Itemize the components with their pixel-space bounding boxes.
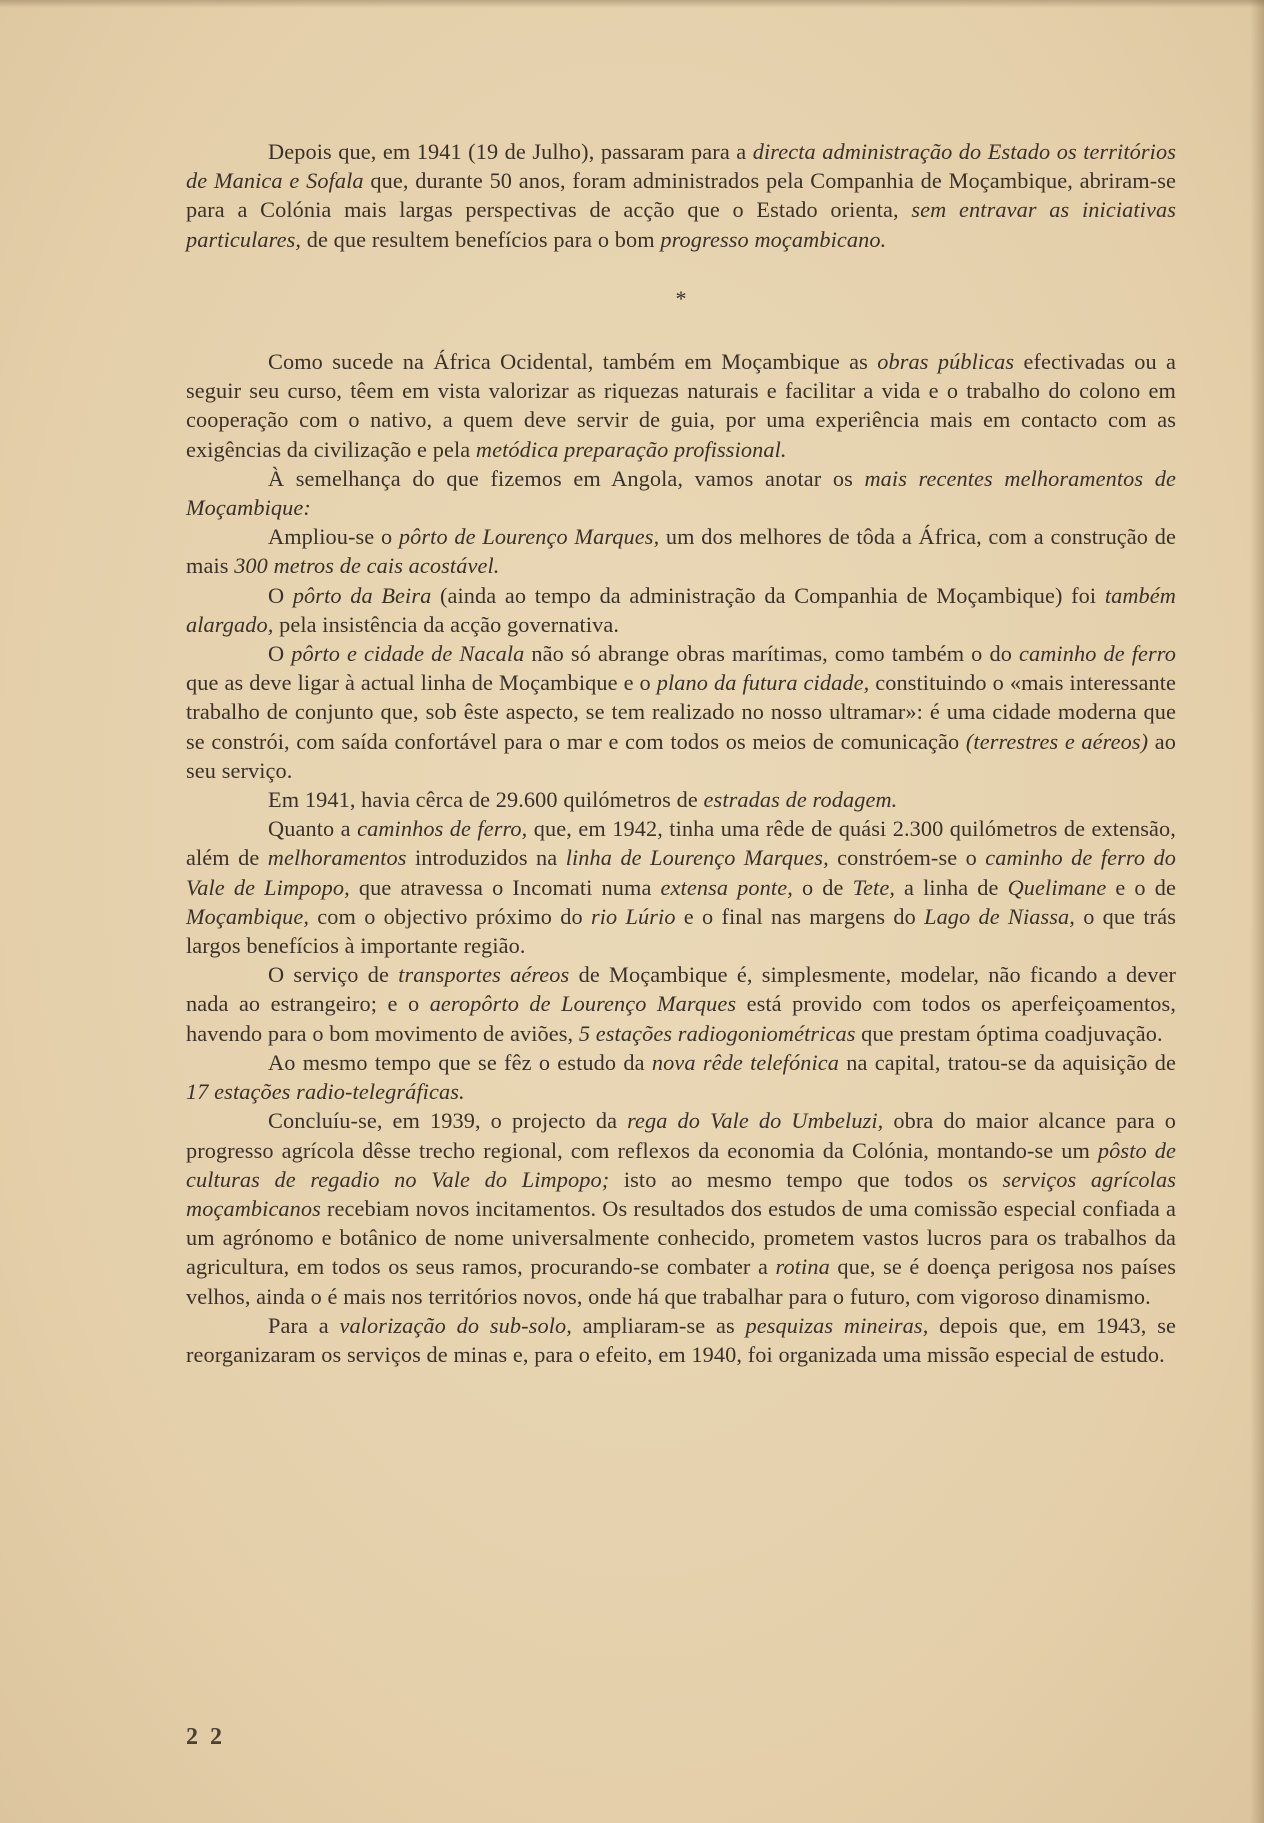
text-run: Para a	[268, 1312, 340, 1338]
paragraph	[186, 347, 1176, 464]
text-run: de Moçambique é, simplesmente, modelar, não ficando a dever nada ao estrangeiro; e o	[186, 962, 1176, 1017]
italic-phrase: 17 estações radio-telegráficas.	[186, 1079, 465, 1105]
text-run: e o final nas margens do	[675, 903, 925, 929]
paragraph	[186, 1048, 1176, 1106]
text-run: (ainda ao tempo da administração da Companhia de Moçambique) foi	[431, 582, 1105, 608]
italic-phrase: rotina	[775, 1254, 830, 1280]
text-run: O	[268, 641, 292, 667]
text-run: a linha de	[895, 874, 1008, 900]
text-run: À semelhança do que fizemos em Angola, vamos anotar os	[268, 465, 865, 491]
italic-phrase: caminho de ferro	[1018, 641, 1176, 667]
italic-phrase: pôsto de culturas de regadio no Vale do Limpopo;	[186, 1137, 1176, 1192]
italic-phrase: Moçambique,	[186, 903, 310, 929]
paragraph	[186, 137, 1176, 254]
text-run: obra do maior alcance para o progresso agrícola dêsse trecho regional, com reflexos da economia da Colónia, montando-se um	[186, 1108, 1176, 1163]
paragraph	[186, 1106, 1176, 1310]
text-run: o de	[792, 874, 853, 900]
text-run: com o objectivo próximo do	[309, 903, 591, 929]
text-run: Concluíu-se, em 1939, o projecto da	[268, 1108, 628, 1134]
italic-phrase: obras públicas	[877, 349, 1015, 375]
italic-phrase: caminho de ferro do Vale de Limpopo,	[186, 845, 1176, 900]
italic-phrase: melhoramentos	[267, 845, 407, 871]
italic-phrase: progresso moçambicano.	[660, 226, 887, 252]
italic-phrase: Tete,	[852, 874, 895, 900]
paragraph	[186, 785, 1176, 814]
italic-phrase: 300 metros de cais acostável.	[234, 553, 500, 579]
paragraph	[186, 639, 1176, 785]
italic-phrase: estradas de rodagem.	[703, 787, 898, 813]
text-run: que, em 1942, tinha uma rêde de quási 2.300 quilómetros de extensão, além de	[186, 816, 1176, 871]
italic-phrase: sem entravar as iniciativas particulares,	[186, 197, 1176, 252]
text-run: pela insistência da acção governativa.	[273, 611, 620, 637]
italic-phrase: Quelimane	[1007, 874, 1107, 900]
text-run: e o de	[1106, 874, 1176, 900]
italic-phrase: linha de Lourenço Marques,	[565, 845, 829, 871]
text-run: que, se é doença perigosa nos países velhos, ainda o é mais nos territórios novos, onde há que trabalhar para o futuro, com vigoroso dinamismo.	[186, 1254, 1177, 1309]
text-run: constituindo o «mais interessante trabalho de conjunto que, sob êste aspecto, se tem realizado no nosso ultramar»: é uma cidade moderna que se constrói, com saída confortável para o mar e com todos os meios de comunicação	[186, 670, 1176, 754]
text-run: que atravessa o Incomati numa	[349, 874, 661, 900]
text-run: O	[268, 582, 293, 608]
italic-phrase: metódica preparação profissional.	[475, 436, 787, 462]
page-number: 2 2	[186, 1724, 225, 1750]
text-run: está provido com todos os aperfeiçoamentos, havendo para o bom movimento de aviões,	[186, 991, 1176, 1046]
italic-phrase: mais recentes melhoramentos de Moçambique:	[186, 465, 1176, 521]
paragraph	[186, 960, 1176, 1048]
text-run: Ampliou-se o	[268, 524, 399, 550]
italic-phrase: caminhos de ferro,	[357, 816, 528, 842]
paragraph	[186, 581, 1176, 639]
text-run: constróem-se o	[828, 845, 986, 871]
paragraph	[186, 814, 1176, 960]
text-run: Quanto a	[268, 816, 358, 842]
text-run: que prestam óptima coadjuvação.	[855, 1020, 1163, 1046]
page-edge-shadow-top	[0, 0, 1264, 8]
text-run: o que trás largos benefícios à importante região.	[186, 903, 1176, 959]
body-text	[186, 137, 1176, 1369]
paragraph	[186, 464, 1176, 522]
text-run: de que resultem benefícios para o bom	[301, 226, 661, 252]
paragraph	[186, 1311, 1176, 1369]
text-run: que as deve ligar à actual linha de Moçambique e o	[186, 670, 657, 696]
text-run: introduzidos na	[406, 845, 566, 871]
text-run: Como sucede na África Ocidental, também em Moçambique as	[268, 349, 878, 375]
italic-phrase: rega do Vale do Umbeluzi,	[627, 1108, 884, 1134]
italic-phrase: plano da futura cidade,	[656, 670, 870, 696]
text-run: Ao mesmo tempo que se fêz o estudo da	[268, 1049, 652, 1075]
text-run: isto ao mesmo tempo que todos os	[609, 1166, 1003, 1192]
text-run: efectivadas ou a seguir seu curso, têem em vista valorizar as riquezas naturais e facilitar a vida e o trabalho do colono em cooperação com o nativo, a quem deve servir de guia, por uma experiência mais em contacto com as exigências da civilização e pela	[186, 349, 1176, 462]
page-edge-shadow-right	[1250, 0, 1264, 1823]
text-run: que, durante 50 anos, foram administrados pela Companhia de Moçambique, abriram-se para a Colónia mais largas perspectivas de acção que o Estado orienta,	[186, 168, 1176, 223]
italic-phrase: pesquizas mineiras,	[745, 1312, 929, 1338]
italic-phrase: também alargado,	[186, 582, 1177, 637]
italic-phrase: serviços agrícolas moçambicanos	[186, 1166, 1177, 1221]
italic-phrase: (terrestres e aéreos)	[965, 728, 1149, 754]
italic-phrase: transportes aéreos	[398, 962, 570, 988]
italic-phrase: rio Lúrio	[590, 903, 676, 929]
text-run: recebiam novos incitamentos. Os resultados dos estudos de uma comissão especial confiada a um agrónomo e botânico de nome universalmente conhecido, prometem vastos lucros para os trabalhos da agricultura, em todos os seus ramos, procurando-se combater a	[186, 1195, 1176, 1280]
italic-phrase: 5 estações radiogoniométricas	[578, 1020, 856, 1046]
italic-phrase: nova rêde telefónica	[651, 1049, 840, 1075]
italic-phrase: pôrto da Beira	[292, 582, 432, 608]
italic-phrase: extensa ponte,	[660, 874, 793, 900]
text-run: não só abrange obras marítimas, como também o do	[524, 641, 1019, 667]
italic-phrase: valorização do sub-solo,	[339, 1312, 572, 1338]
text-run: na capital, tratou-se da aquisição de	[839, 1049, 1176, 1075]
italic-phrase: pôrto e cidade de Nacala	[291, 641, 525, 667]
italic-phrase: pôrto de Lourenço Marques,	[398, 524, 660, 550]
text-run: Em 1941, havia cêrca de 29.600 quilómetros de	[268, 787, 704, 813]
text-run: ampliaram-se as	[571, 1312, 746, 1338]
text-run: depois que, em 1943, se reorganizaram os serviços de minas e, para o efeito, em 1940, foi organizada uma missão especial de estudo.	[186, 1312, 1176, 1367]
paragraph	[186, 522, 1176, 580]
section-separator: *	[675, 285, 687, 311]
text-run: um dos melhores de tôda a África, com a construção de mais	[186, 524, 1176, 579]
italic-phrase: Lago de Niassa,	[924, 903, 1075, 929]
text-run: O serviço de	[268, 962, 399, 988]
italic-phrase: aeropôrto de Lourenço Marques	[429, 991, 737, 1017]
text-run: Depois que, em 1941 (19 de Julho), passaram para a	[268, 139, 753, 164]
italic-phrase: directa administração do Estado os territórios de Manica e Sofala	[186, 139, 1176, 194]
text-run: ao seu serviço.	[186, 728, 1176, 783]
